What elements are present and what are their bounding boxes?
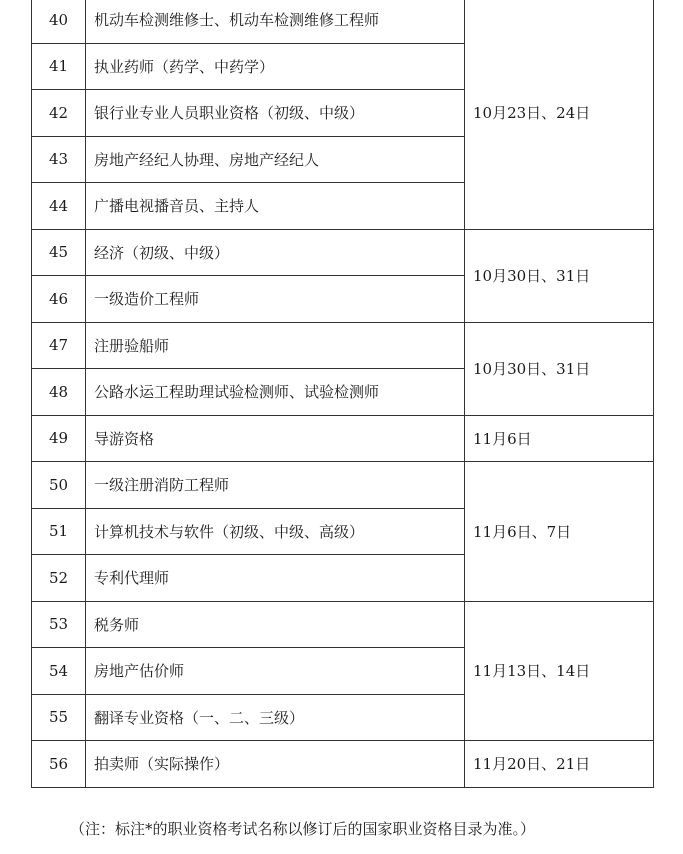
row-number: 42 (32, 90, 86, 137)
exam-date: 11月6日、7日 (465, 462, 654, 602)
footnote: （注：标注*的职业资格考试名称以修订后的国家职业资格目录为准。） (70, 820, 536, 838)
exam-date: 10月30日、31日 (465, 322, 654, 415)
row-number: 50 (32, 462, 86, 509)
exam-name: 计算机技术与软件（初级、中级、高级） (86, 508, 465, 555)
row-number: 55 (32, 694, 86, 741)
exam-name: 一级造价工程师 (86, 276, 465, 323)
row-number: 54 (32, 648, 86, 695)
exam-date: 10月23日、24日 (465, 0, 654, 229)
table-row (32, 601, 654, 648)
exam-name: 广播电视播音员、主持人 (86, 183, 465, 230)
exam-date: 11月13日、14日 (465, 601, 654, 741)
exam-name: 银行业专业人员职业资格（初级、中级） (86, 90, 465, 137)
row-number: 40 (32, 0, 86, 43)
row-number: 51 (32, 508, 86, 555)
row-number: 41 (32, 43, 86, 90)
table-row (32, 322, 654, 369)
exam-name: 房地产经纪人协理、房地产经纪人 (86, 136, 465, 183)
exam-schedule-table (31, 0, 654, 788)
exam-date: 11月6日 (465, 415, 654, 462)
row-number: 53 (32, 601, 86, 648)
row-number: 44 (32, 183, 86, 230)
exam-name: 房地产估价师 (86, 648, 465, 695)
exam-name: 注册验船师 (86, 322, 465, 369)
row-number: 56 (32, 741, 86, 788)
exam-name: 拍卖师（实际操作） (86, 741, 465, 788)
exam-name: 机动车检测维修士、机动车检测维修工程师 (86, 0, 465, 43)
exam-date: 11月20日、21日 (465, 741, 654, 788)
table-row (32, 741, 654, 788)
table-row (32, 415, 654, 462)
exam-name: 导游资格 (86, 415, 465, 462)
exam-name: 公路水运工程助理试验检测师、试验检测师 (86, 369, 465, 416)
row-number: 47 (32, 322, 86, 369)
table-row (32, 462, 654, 509)
row-number: 48 (32, 369, 86, 416)
table-row (32, 0, 654, 43)
exam-name: 翻译专业资格（一、二、三级） (86, 694, 465, 741)
row-number: 45 (32, 229, 86, 276)
exam-name: 经济（初级、中级） (86, 229, 465, 276)
exam-name: 专利代理师 (86, 555, 465, 602)
row-number: 46 (32, 276, 86, 323)
row-number: 43 (32, 136, 86, 183)
exam-name: 执业药师（药学、中药学） (86, 43, 465, 90)
exam-name: 税务师 (86, 601, 465, 648)
exam-date: 10月30日、31日 (465, 229, 654, 322)
exam-name: 一级注册消防工程师 (86, 462, 465, 509)
row-number: 52 (32, 555, 86, 602)
table-row (32, 229, 654, 276)
row-number: 49 (32, 415, 86, 462)
